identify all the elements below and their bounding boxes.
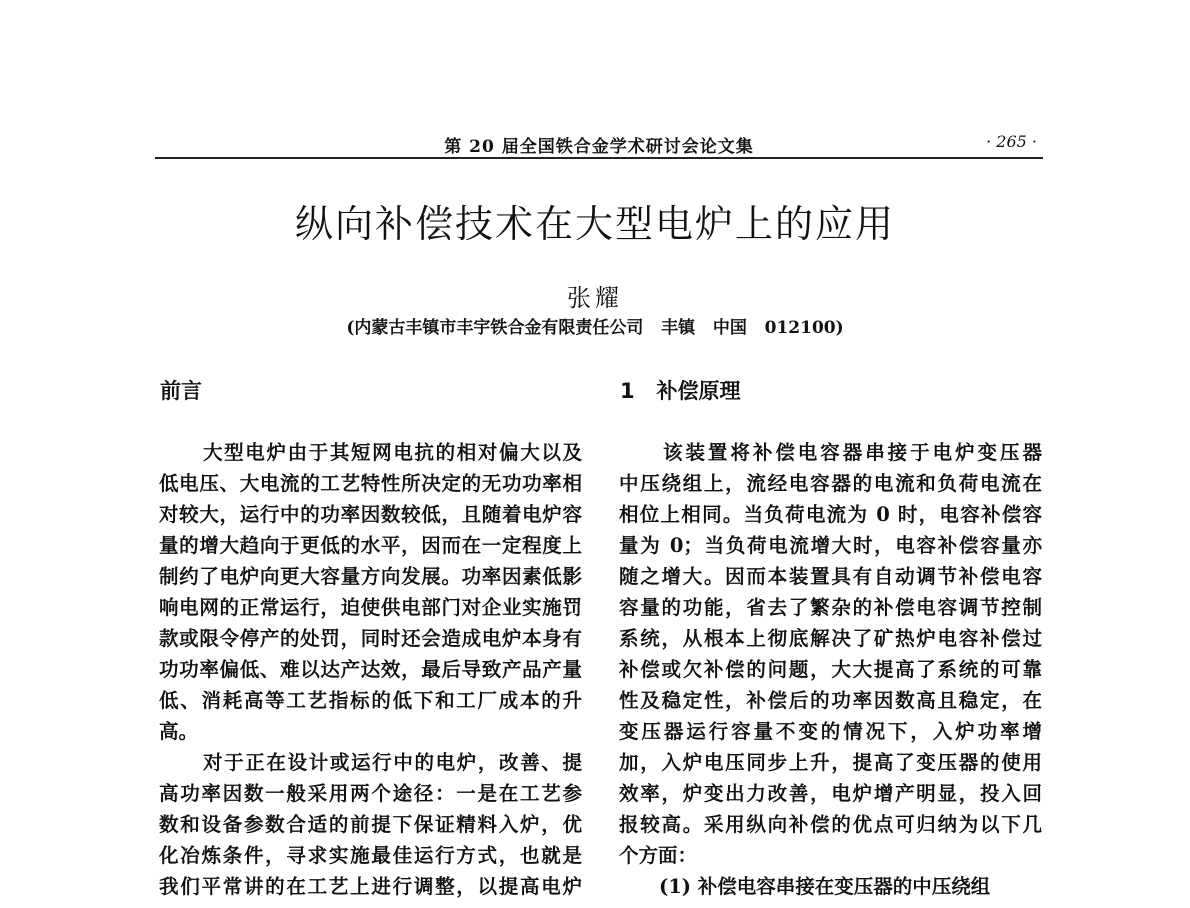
right-column — [619, 437, 1042, 902]
text-line: 随之增大。因而本装置具有自动调节补偿电容 — [619, 565, 1042, 588]
text-line: 高。 — [159, 720, 199, 743]
running-head — [155, 130, 1043, 156]
text-line: 加，入炉电压同步上升，提高了变压器的使用 — [619, 751, 1042, 774]
text-line: 中压绕组上，流经电容器的电流和负荷电流在 — [619, 472, 1042, 495]
text-line: 制约了电炉向更大容量方向发展。功率因素低影 — [159, 565, 582, 588]
text-line: 补偿或欠补偿的问题，大大提高了系统的可靠 — [619, 658, 1042, 681]
text-line: (1) 补偿电容串接在变压器的中压绕组 — [659, 875, 991, 898]
text-line: 效率，炉变出力改善，电炉增产明显，投入回 — [619, 782, 1042, 805]
text-line: 容量的功能，省去了繁杂的补偿电容调节控制 — [619, 596, 1042, 619]
section-heading-preface: 前言 — [160, 379, 202, 403]
text-line: 个方面： — [619, 844, 698, 867]
running-head-title: 第 20 届全国铁合金学术研讨会论文集 — [444, 137, 754, 157]
text-line: 性及稳定性，补偿后的功率因数高且稳定，在 — [619, 689, 1042, 712]
text-line: 数和设备参数合适的前提下保证精料入炉，优 — [159, 813, 582, 836]
text-line: 我们平常讲的在工艺上进行调整，以提高电炉 — [159, 875, 582, 898]
page-number: · 265 · — [986, 132, 1037, 151]
header-rule — [155, 157, 1043, 159]
text-line: 变压器运行容量不变的情况下，入炉功率增 — [619, 720, 1042, 743]
text-line: 大型电炉由于其短网电抗的相对偏大以及 — [203, 441, 582, 464]
text-line: 对较大，运行中的功率因数较低，且随着电炉容 — [159, 503, 582, 526]
text-line: 报较高。采用纵向补偿的优点可归纳为以下几 — [619, 813, 1042, 836]
text-line: 系统，从根本上彻底解决了矿热炉电容补偿过 — [619, 627, 1042, 650]
paper-title: 纵向补偿技术在大型电炉上的应用 — [294, 202, 895, 246]
text-line: 量的增大趋向于更低的水平，因而在一定程度上 — [159, 534, 582, 557]
left-column — [159, 437, 582, 902]
author: 张耀 — [567, 284, 623, 312]
affiliation: (内蒙古丰镇市丰宇铁合金有限责任公司 丰镇 中国 012100) — [346, 318, 844, 338]
text-line: 响电网的正常运行，迫使供电部门对企业实施罚 — [159, 596, 582, 619]
text-line: 相位上相同。当负荷电流为 0 时，电容补偿容 — [619, 503, 1042, 526]
text-line: 化冶炼条件，寻求实施最佳运行方式，也就是 — [159, 844, 582, 867]
text-line: 低、消耗高等工艺指标的低下和工厂成本的升 — [159, 689, 582, 712]
text-line: 款或限令停产的处罚，同时还会造成电炉本身有 — [159, 627, 582, 650]
text-line: 功功率偏低、难以达产达效，最后导致产品产量 — [159, 658, 582, 681]
text-line: 高功率因数一般采用两个途径：一是在工艺参 — [159, 782, 582, 805]
section-heading-principle: 1 补偿原理 — [620, 379, 741, 403]
text-line: 该装置将补偿电容器串接于电炉变压器 — [663, 441, 1042, 464]
text-line: 对于正在设计或运行中的电炉，改善、提 — [203, 751, 582, 774]
text-line: 量为 0；当负荷电流增大时，电容补偿容量亦 — [619, 534, 1042, 557]
text-line: 低电压、大电流的工艺特性所决定的无功功率相 — [159, 472, 582, 495]
